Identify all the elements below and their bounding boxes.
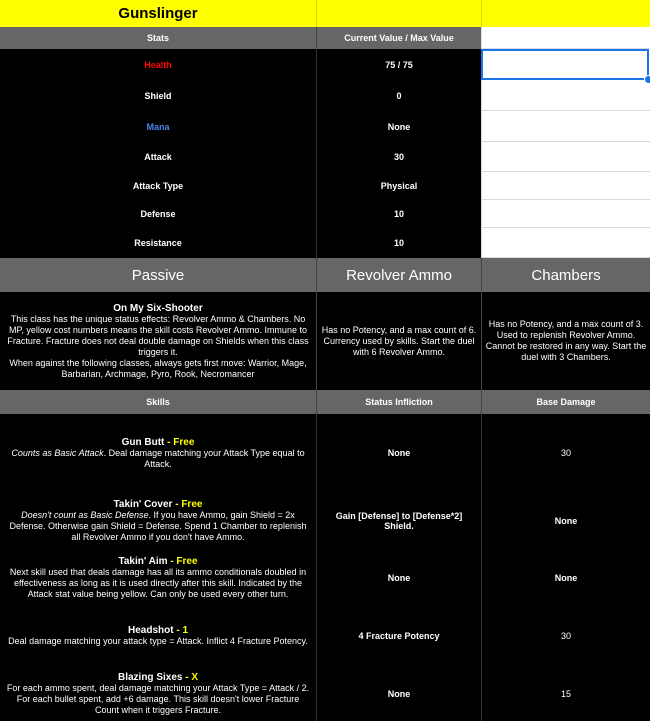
stat-value[interactable]: 75 / 75 xyxy=(316,49,481,80)
stat-name[interactable]: Health xyxy=(0,49,316,80)
stat-name[interactable]: Resistance xyxy=(0,228,316,258)
skill-cost-separator: - xyxy=(173,625,183,636)
skill-cost: Free xyxy=(176,556,198,567)
stat-name[interactable]: Mana xyxy=(0,111,316,142)
passive-cell[interactable] xyxy=(0,292,316,390)
stat-value[interactable]: None xyxy=(316,111,481,142)
skill-desc-text: For each ammo spent, deal damage matching your Attack Type = Attack / 2. For each bullet spent, add +6 damage. This skill doesn't lower Fracture Count when it triggers Fracture. xyxy=(6,682,310,715)
skill-desc-text: . Deal damage matching your Attack Type equal to Attack. xyxy=(103,447,305,469)
revolver-ammo-cell[interactable] xyxy=(316,292,481,390)
skill-description xyxy=(4,510,312,543)
status-infliction-header[interactable]: Status Infliction xyxy=(316,390,481,414)
stat-empty-cell[interactable] xyxy=(481,111,650,142)
skill-description xyxy=(4,448,312,470)
skill-cell[interactable] xyxy=(0,666,316,721)
skill-name: Headshot xyxy=(127,625,174,636)
skill-status[interactable]: 4 Fracture Potency xyxy=(316,606,481,666)
skill-title xyxy=(114,499,203,510)
stat-empty-cell[interactable] xyxy=(481,200,650,228)
skill-desc-text: Next skill used that deals damage has all its ammo conditionals doubled in effectiveness as long as it is used directly after this skill. Indicated by the Attack stat value being yellow. Can only be used every other turn. xyxy=(9,567,307,599)
empty-cell-c2[interactable] xyxy=(481,27,650,49)
skill-title xyxy=(118,556,197,567)
stat-name[interactable]: Shield xyxy=(0,80,316,111)
stat-name[interactable]: Attack xyxy=(0,142,316,172)
skill-desc-text: . If you have Ammo, gain Shield = 2x Defense. Otherwise gain Shield = Defense. Spend 1 Chamber to replenish all Revolver Ammo if you don't have Ammo. xyxy=(9,510,307,542)
class-title[interactable]: Gunslinger xyxy=(0,0,316,27)
skill-title xyxy=(118,672,198,683)
skill-name: Takin' Aim xyxy=(118,556,168,567)
base-damage-header[interactable]: Base Damage xyxy=(481,390,650,414)
skill-status[interactable]: None xyxy=(316,414,481,492)
skill-status[interactable]: None xyxy=(316,666,481,721)
skill-desc-text: Deal damage matching your attack type = Attack. Inflict 4 Fracture Potency. xyxy=(8,636,308,646)
stat-value[interactable]: 10 xyxy=(316,200,481,228)
skill-name: Gun Butt xyxy=(121,436,165,448)
skill-damage[interactable]: 30 xyxy=(481,606,650,666)
skill-status[interactable]: None xyxy=(316,550,481,606)
current-max-header[interactable]: Current Value / Max Value xyxy=(316,27,481,49)
skill-cost: Free xyxy=(181,499,203,510)
passive-header[interactable]: Passive xyxy=(0,258,316,292)
skill-damage[interactable]: 15 xyxy=(481,666,650,721)
chambers-header[interactable]: Chambers xyxy=(481,258,650,292)
skill-cell[interactable] xyxy=(0,550,316,606)
skill-italic-note: Doesn't count as Basic Defense xyxy=(21,510,149,520)
stat-empty-cell[interactable] xyxy=(481,80,650,111)
skill-cost-separator: - xyxy=(172,499,182,510)
selected-cell[interactable] xyxy=(481,49,649,80)
skill-cost-separator: - xyxy=(182,671,192,683)
skill-description xyxy=(4,567,312,600)
skill-cost: 1 xyxy=(182,625,188,636)
revolver-ammo-header[interactable]: Revolver Ammo xyxy=(316,258,481,292)
passive-text-1: This class has the unique status effects: Revolver Ammo & Chambers. No MP, yellow cost numbers means the skill costs Revolver Ammo. Immune to Fracture. Fracture does not deal double damage on Shields when this class triggers it. xyxy=(7,313,309,357)
skill-title xyxy=(122,437,195,448)
skill-damage[interactable]: None xyxy=(481,550,650,606)
skill-italic-note: Counts as Basic Attack xyxy=(11,447,104,458)
title-row-cell-c[interactable] xyxy=(481,0,650,27)
stat-name[interactable]: Defense xyxy=(0,200,316,228)
skill-description xyxy=(8,636,308,647)
passive-name: On My Six-Shooter xyxy=(113,302,203,314)
skill-name: Takin' Cover xyxy=(113,499,173,510)
title-row-cell-b[interactable] xyxy=(316,0,481,27)
skill-name: Blazing Sixes xyxy=(117,671,183,683)
stat-value[interactable]: 0 xyxy=(316,80,481,111)
chambers-cell[interactable] xyxy=(481,292,650,390)
stat-value[interactable]: 30 xyxy=(316,142,481,172)
stats-header[interactable]: Stats xyxy=(0,27,316,49)
revolver-ammo-text: Has no Potency, and a max count of 6. Currency used by skills. Start the duel with 6 Revolver Ammo. xyxy=(321,324,477,357)
skill-cost: Free xyxy=(173,436,195,448)
skill-title xyxy=(128,625,188,636)
stat-empty-cell[interactable] xyxy=(481,228,650,258)
skill-cost-separator: - xyxy=(164,436,174,448)
stat-value[interactable]: 10 xyxy=(316,228,481,258)
skill-cost-separator: - xyxy=(167,556,177,567)
passive-text-2: When against the following classes, always gets first move: Warrior, Mage, Barbarian, Archmage, Pyro, Rook, Necromancer xyxy=(9,357,307,379)
skill-cost: X xyxy=(191,671,199,683)
skill-cell[interactable] xyxy=(0,492,316,550)
skill-cell[interactable] xyxy=(0,606,316,666)
skill-cell[interactable] xyxy=(0,414,316,492)
skill-description xyxy=(4,683,312,716)
stat-name[interactable]: Attack Type xyxy=(0,172,316,200)
skill-damage[interactable]: None xyxy=(481,492,650,550)
skill-status[interactable]: Gain [Defense] to [Defense*2] Shield. xyxy=(316,492,481,550)
stat-value[interactable]: Physical xyxy=(316,172,481,200)
stat-empty-cell[interactable] xyxy=(481,172,650,200)
skill-damage[interactable]: 30 xyxy=(481,414,650,492)
fill-handle[interactable] xyxy=(644,75,650,84)
skills-header[interactable]: Skills xyxy=(0,390,316,414)
chambers-text: Has no Potency, and a max count of 3. Used to replenish Revolver Ammo. Cannot be restored in any way. Start the duel with 3 Chambers. xyxy=(485,319,647,362)
stat-empty-cell[interactable] xyxy=(481,142,650,172)
